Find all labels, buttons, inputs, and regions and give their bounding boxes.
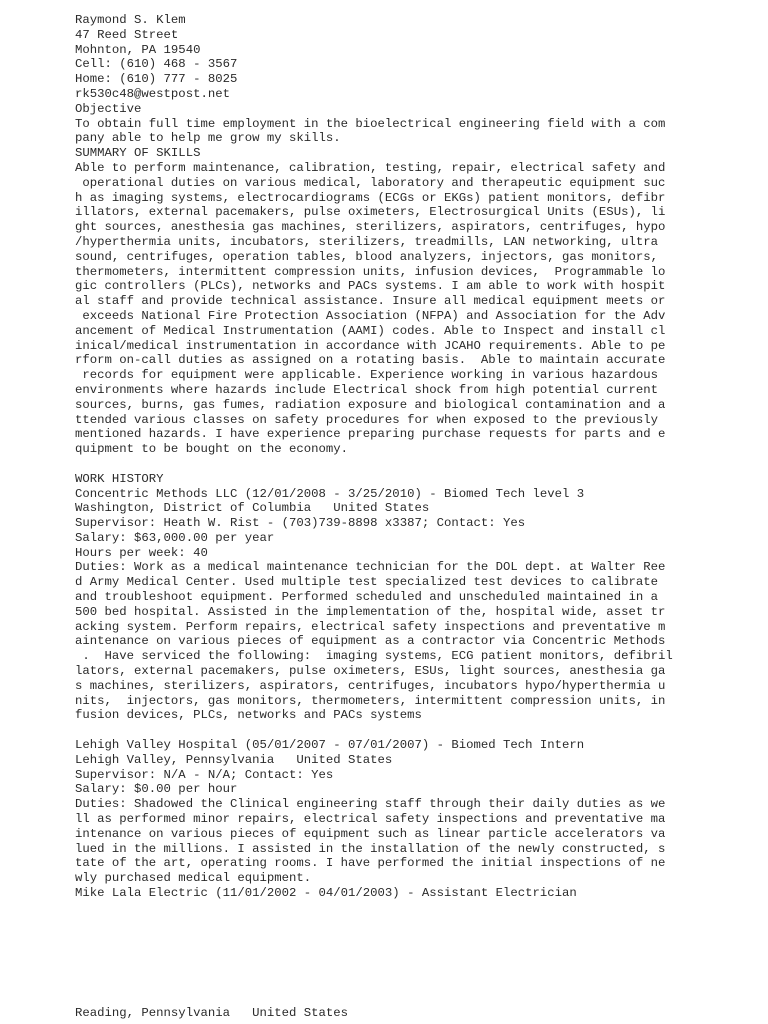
- job-line: d Army Medical Center. Used multiple test specialized test devices to calibrate: [75, 575, 658, 590]
- skills-text: [75, 161, 755, 457]
- skills-heading: SUMMARY OF SKILLS: [75, 146, 201, 161]
- skills-line: exceeds National Fire Protection Association (NFPA) and Association for the Adv: [75, 308, 666, 323]
- job-location-line: Reading, Pennsylvania United States: [75, 1006, 349, 1020]
- resume-page: [75, 13, 755, 901]
- job-line: fusion devices, PLCs, networks and PACs systems: [75, 708, 422, 723]
- job-line: Duties: Shadowed the Clinical engineering staff through their daily duties as we: [75, 797, 666, 812]
- job-line: s machines, sterilizers, aspirators, centrifuges, incubators hypo/hyperthermia u: [75, 678, 666, 693]
- skills-line: ancement of Medical Instrumentation (AAMI) codes. Able to Inspect and install cl: [75, 323, 666, 338]
- job-line: tate of the art, operating rooms. I have performed the initial inspections of ne: [75, 856, 666, 871]
- skills-line: mentioned hazards. I have experience preparing purchase requests for parts and e: [75, 427, 666, 442]
- job-line: Salary: $0.00 per hour: [75, 782, 238, 797]
- blank-line: [75, 457, 755, 472]
- skills-line: sources, burns, gas fumes, radiation exposure and biological contamination and a: [75, 397, 666, 412]
- job-line: intenance on various pieces of equipment such as linear particle accelerators va: [75, 826, 666, 841]
- objective-line: To obtain full time employment in the bioelectrical engineering field with a com: [75, 116, 666, 131]
- work-history-heading: WORK HISTORY: [75, 471, 164, 486]
- skills-line: quipment to be bought on the economy.: [75, 442, 349, 457]
- objective-section: [75, 102, 755, 146]
- job-entry-mike-lala: [75, 886, 755, 901]
- skills-line: al staff and provide technical assistance. Insure all medical equipment meets or: [75, 294, 666, 309]
- contact-street: 47 Reed Street: [75, 27, 179, 42]
- skills-line: environments where hazards include Electrical shock from high potential current: [75, 382, 658, 397]
- contact-block: [75, 13, 755, 102]
- skills-line: records for equipment were applicable. Experience working in various hazardous: [75, 368, 658, 383]
- job-line: and troubleshoot equipment. Performed scheduled and unscheduled maintained in a: [75, 590, 658, 605]
- skills-line: Able to perform maintenance, calibration, testing, repair, electrical safety and: [75, 160, 666, 175]
- job-line: lators, external pacemakers, pulse oximeters, ESUs, light sources, anesthesia ga: [75, 664, 666, 679]
- skills-line: rform on-call duties as assigned on a rotating basis. Able to maintain accurate: [75, 353, 666, 368]
- skills-line: sound, centrifuges, operation tables, blood analyzers, injectors, gas monitors,: [75, 249, 658, 264]
- job-line: Hours per week: 40: [75, 545, 208, 560]
- skills-line: gic controllers (PLCs), networks and PACs systems. I am able to work with hospit: [75, 279, 666, 294]
- skills-line: ttended various classes on safety procedures for when exposed to the previously: [75, 412, 658, 427]
- job-line: Duties: Work as a medical maintenance technician for the DOL dept. at Walter Ree: [75, 560, 666, 575]
- job-entry-concentric: [75, 487, 755, 724]
- job-line: Supervisor: Heath W. Rist - (703)739-8898 x3387; Contact: Yes: [75, 516, 526, 531]
- job-line: Supervisor: N/A - N/A; Contact: Yes: [75, 767, 334, 782]
- job-line: wly purchased medical equipment.: [75, 871, 312, 886]
- job-line: Lehigh Valley, Pennsylvania United States: [75, 752, 393, 767]
- skills-line: thermometers, intermittent compression units, infusion devices, Programmable lo: [75, 264, 666, 279]
- job-entry-lehigh: [75, 738, 755, 886]
- blank-line: [75, 723, 755, 738]
- job-line: acking system. Perform repairs, electrical safety inspections and preventative m: [75, 619, 666, 634]
- job-title-line: Mike Lala Electric (11/01/2002 - 04/01/2003) - Assistant Electrician: [75, 886, 577, 901]
- job-line: Salary: $63,000.00 per year: [75, 530, 275, 545]
- objective-heading: Objective: [75, 101, 142, 116]
- job-line: Lehigh Valley Hospital (05/01/2007 - 07/01/2007) - Biomed Tech Intern: [75, 738, 585, 753]
- objective-line: pany able to help me grow my skills.: [75, 131, 341, 146]
- contact-name: Raymond S. Klem: [75, 13, 186, 27]
- contact-email: rk530c48@westpost.net: [75, 86, 230, 101]
- skills-line: ght sources, anesthesia gas machines, sterilizers, aspirators, centrifuges, hypo: [75, 220, 666, 235]
- objective-text: [75, 117, 755, 147]
- job-line: ll as performed minor repairs, electrical safety inspections and preventative ma: [75, 812, 666, 827]
- skills-line: illators, external pacemakers, pulse oximeters, Electrosurgical Units (ESUs), li: [75, 205, 666, 220]
- job-line: nits, injectors, gas monitors, thermometers, intermittent compression units, in: [75, 693, 666, 708]
- job-line: Concentric Methods LLC (12/01/2008 - 3/25/2010) - Biomed Tech level 3: [75, 486, 585, 501]
- skills-line: h as imaging systems, electrocardiograms (ECGs or EKGs) patient monitors, defibr: [75, 190, 666, 205]
- skills-section: [75, 146, 755, 457]
- job-line: 500 bed hospital. Assisted in the implementation of the, hospital wide, asset tr: [75, 604, 666, 619]
- work-history-section: [75, 472, 755, 901]
- job-line: Washington, District of Columbia United States: [75, 501, 430, 516]
- contact-home: Home: (610) 777 - 8025: [75, 72, 238, 87]
- job-line: aintenance on various pieces of equipment as a contractor via Concentric Methods: [75, 634, 666, 649]
- skills-line: operational duties on various medical, laboratory and therapeutic equipment suc: [75, 175, 666, 190]
- contact-cell: Cell: (610) 468 - 3567: [75, 57, 238, 72]
- job-line: lued in the millions. I assisted in the installation of the newly constructed, s: [75, 841, 666, 856]
- job-line: . Have serviced the following: imaging systems, ECG patient monitors, defibril: [75, 649, 673, 664]
- contact-city: Mohnton, PA 19540: [75, 42, 201, 57]
- skills-line: inical/medical instrumentation in accordance with JCAHO requirements. Able to pe: [75, 338, 666, 353]
- skills-line: /hyperthermia units, incubators, sterilizers, treadmills, LAN networking, ultra: [75, 234, 658, 249]
